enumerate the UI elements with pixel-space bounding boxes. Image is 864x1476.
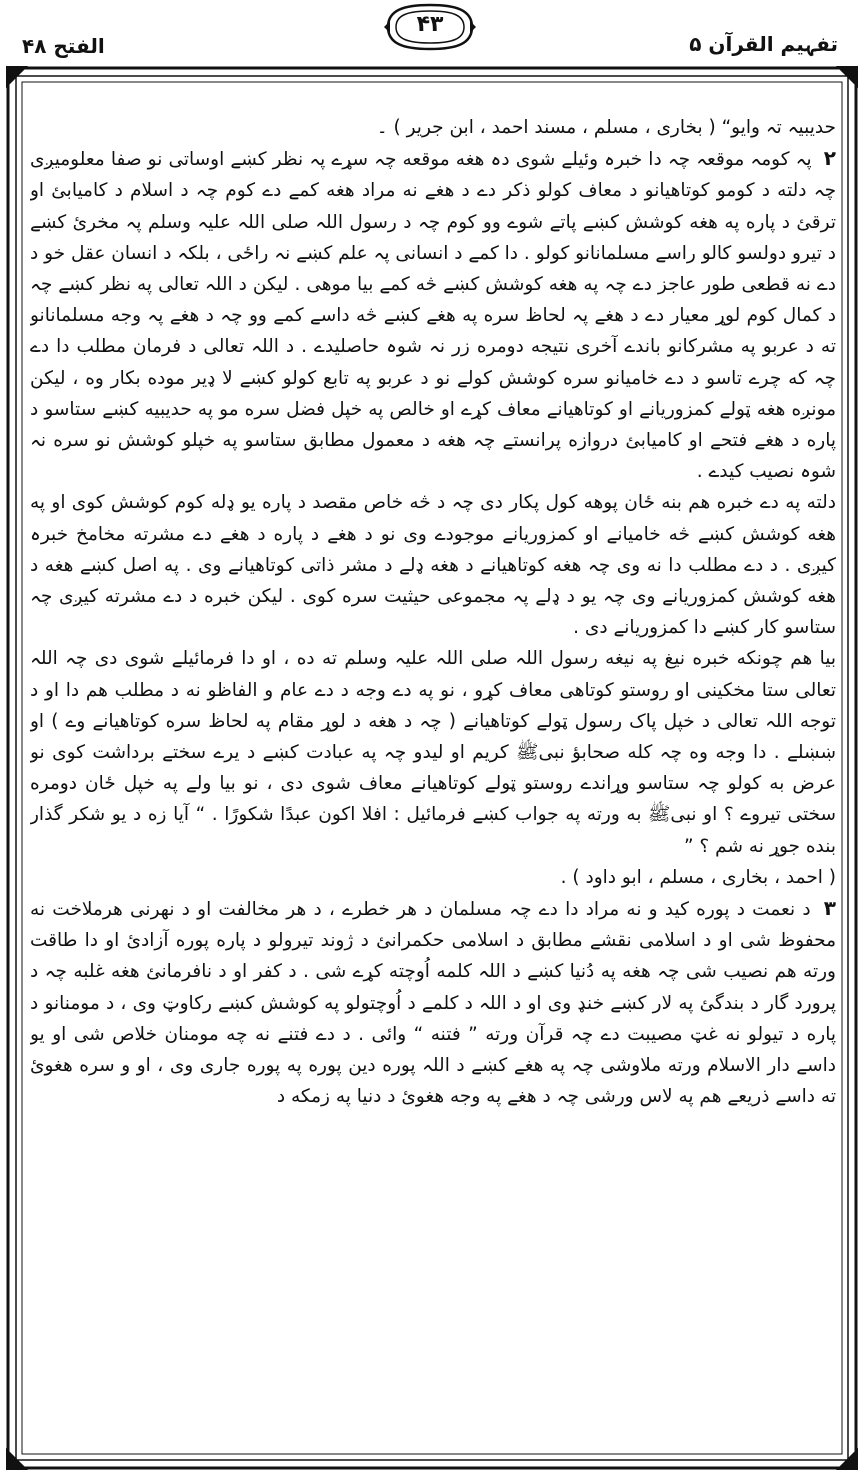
citation xyxy=(30,862,836,893)
paragraph-text: بیا هم چونکه خبره نیغ په نیغه رسول اللہ صلی اللہ علیہ وسلم ته ده ، او دا فرمائیلے شوی دی چہ اللہ تعالی ستا مخکینی او روستو کوتاهی معاف کړو ، نو په دے وجه د دے عام و الفاظو نه د مطلب هم دا او د توجه اللہ تعالی د خپل پاک رسول ټولے کوتاهیانے ( چہ د هغه د لوړ مقام په لحاظ سره کوتاهیانے وے ) او ښښلے . دا وجه وه چہ کله صحابؤ نبیﷺ کریم او لیدو چہ په عبادت کښے د یرے سختے برداشت کوی نو عرض به کولو چہ ستاسو وړاندے روستو ټولے کوتاهیانے معاف شوی دی ، نو بیا ولے په خپل ځان دومره سختی تیروے ؟ او نبیﷺ به ورته په جواب کښے فرمائیل : افلا اکون عبدًا شکورًا . “ آیا زه د یو شکر گذار بنده جوړ نه شم ؟ ” xyxy=(30,648,836,857)
page-body xyxy=(30,112,836,1462)
paragraph-text: د نعمت د پوره کید و نه مراد دا دے چہ مسلمان د هر خطرے ، د هر مخالفت او د نهرنی هرملاخت نه محفوظ شی او د اسلامی نقشے مطابق د اسلامی حکمرانئ د ژوند تیرولو د پاره پوره آزادئ او دا طاقت ورته هم نصیب شی چہ هغه په دُنیا کښے د اللہ کلمه اُوچته کړے شی . د کفر او د نافرمانئ هغه غلبه چہ د پرورد گار د بندگئ په لار کښے خنډ وی او د اللہ د کلمے د اُوچتولو په کوشش کښے رکاوټ وی ، د مومنانو د پاره د تیولو نه غټ مصیبت دے چہ قرآن ورته ” فتنه “ وائی . د دے فتنے نه چه مومنان خلاص شی او یو داسے دار الاسلام ورته ملاوشی چہ په هغے کښے د اللہ پوره دین پوره په پوره جاری وی ، او و سره هغوئ ته داسے ذریعے هم په لاس ورشی چہ د هغے په وجه هغوئ د دنیا په زمکه د xyxy=(30,899,836,1108)
paragraph xyxy=(30,112,836,143)
paragraph xyxy=(30,643,836,861)
paragraph-text: دلته په دے خبره هم بنه ځان پوهه کول پکار دی چہ د څه خاص مقصد د پاره یو ډله کوم کوشش کوی او په هغه کوشش کښے څه خامیانے او کمزوریانے موجودے وی نو د هغے د پاره د هغے دے مشرته مخامخ خبرہ کیږی . د دے مطلب دا نه وی چہ هغه کوتاهیانے د هغه ډلے د مشر ذاتی کوتاهیانے وی . په اصل کښے هغه د هغه کوشش کمزوریانے وی چہ یو د ډلے پہ مجموعی حیثیت سره کوی . لیکن خبره د دے مشرته کیږی چہ ستاسو کار کښے دا کمزوریانے دی . xyxy=(30,492,836,639)
book-title: تفہیم القرآن ۵ xyxy=(689,32,838,56)
paragraph xyxy=(30,893,836,1112)
surah-label: الفتح ۴۸ xyxy=(22,34,105,58)
page-number-badge xyxy=(382,2,478,52)
paragraph-text: حدیبیہ تہ وایو“ ( بخاری ، مسلم ، مسند احمد ، ابن جریر ) ۔ xyxy=(376,117,836,138)
paragraph xyxy=(30,143,836,487)
footnote-marker: ۳ xyxy=(823,896,836,921)
paragraph-text: ( احمد ، بخاری ، مسلم ، ابو داود ) . xyxy=(560,866,836,888)
paragraph xyxy=(30,487,836,643)
footnote-marker: ۲ xyxy=(823,146,836,171)
page-number: ۴۳ xyxy=(416,12,444,37)
page-header xyxy=(0,0,864,64)
paragraph-text: پہ کومہ موقعہ چہ دا خبرہ وئیلے شوی دہ هغه موقعه چہ سړے پہ نظر کښے اوساتی نو صفا معلومیږی چہ دلته د کومو کوتاهیانو د معاف کولو ذکر دے د هغے نه مراد هغه کمے دے کوم چہ د اسلام د کامیابئ او ترقئ د پاره په هغه کوشش کښے پاتے شوے وو کوم چہ د رسول اللہ صلی اللہ علیہ وسلم پہ مخرئ کښے د تیرو دولسو کالو راسے مسلمانانو کولو . دا کمے د انسانی پہ علم کښے نہ راځی ، بلکہ د انسان عقل خو د دے نه قطعی طور عاجز دے چہ په هغه کوشش کښے څه کمے بیا موهی . لیکن د اللہ تعالی په نظر کښے چہ د کمال کوم لوړ معیار دے د هغے پہ لحاظ سره په هغے کښے څه داسے کمے وو چہ د هغے پہ وجه مسلمانانو ته د عربو په مشرکانو باندے آخری نتیجه دومره زر نہ شوہ حاصلیدے . د اللہ تعالی د فرمان مطلب دا دے چہ که چرے تاسو د دے خامیانو سره کوشش کولے نو د عربو په تابع کولو کښے لا ډیر موده بکار وه ، لیکن مونږه هغه ټولے کمزوریانے او کوتاهیانے معاف کړے او خالص په خپل فضل سره مو په حدیبیه کښے ستاسو د پاره د هغے فتحے او کامیابئ دروازه پرانستے چہ هغه د معمول مطابق ستاسو په خپلو کوشش نو سره نہ شوہ نصیب کیدے . xyxy=(30,149,836,483)
